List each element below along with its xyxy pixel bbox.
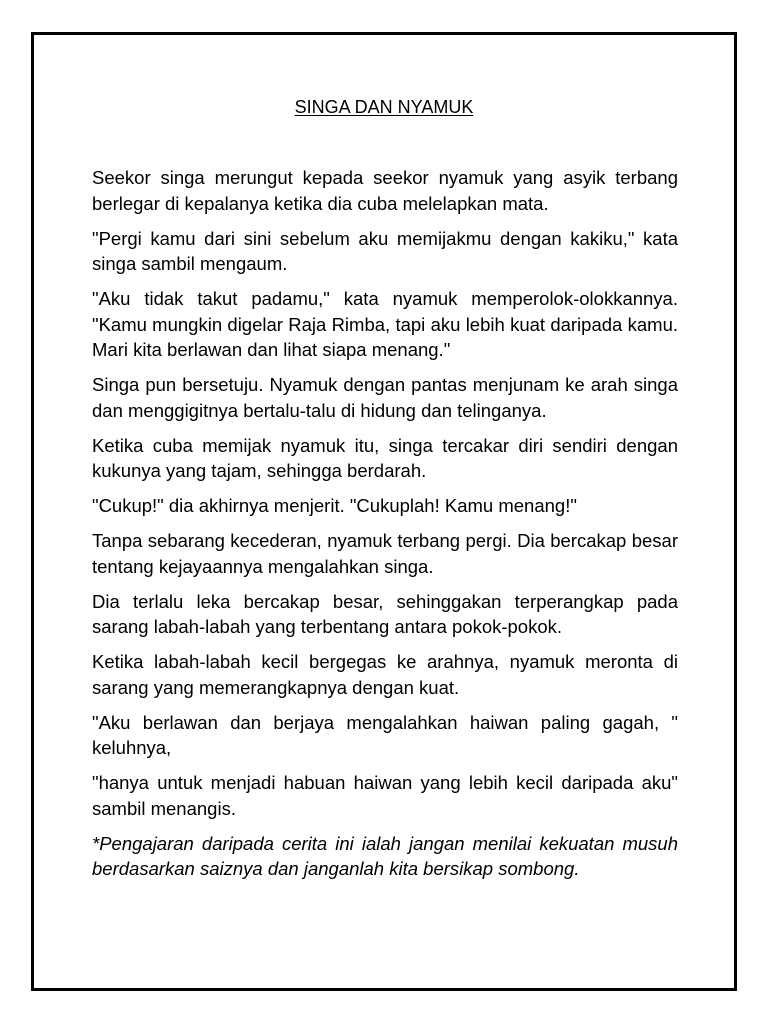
paragraph: "Aku berlawan dan berjaya mengalahkan haiwan paling gagah, " keluhnya,	[92, 711, 678, 758]
paragraph: "Pergi kamu dari sini sebelum aku memijakmu dengan kakiku," kata singa sambil mengaum.	[92, 227, 678, 274]
story-body	[92, 165, 678, 891]
paragraph: "hanya untuk menjadi habuan haiwan yang lebih kecil daripada aku" sambil menangis.	[92, 772, 678, 819]
paragraph: Ketika cuba memijak nyamuk itu, singa tercakar diri sendiri dengan kukunya yang tajam, sehingga berdarah.	[92, 434, 678, 481]
moral-paragraph: *Pengajaran daripada cerita ini ialah jangan menilai kekuatan musuh berdasarkan saiznya dan janganlah kita bersikap sombong.	[92, 832, 678, 879]
story-title: SINGA DAN NYAMUK	[294, 97, 474, 117]
paragraph: Tanpa sebarang kecederan, nyamuk terbang pergi. Dia bercakap besar tentang kejayaannya mengalahkan singa.	[92, 530, 678, 577]
page-border	[31, 32, 737, 991]
paragraph: Seekor singa merungut kepada seekor nyamuk yang asyik terbang berlegar di kepalanya ketika dia cuba melelapkan mata.	[92, 167, 678, 214]
paragraph: Dia terlalu leka bercakap besar, sehinggakan terperangkap pada sarang labah-labah yang terbentang antara pokok-pokok.	[92, 590, 678, 637]
paragraph: "Aku tidak takut padamu," kata nyamuk memperolok-olokkannya. "Kamu mungkin digelar Raja Rimba, tapi aku lebih kuat daripada kamu. Mari kita berlawan dan lihat siapa menang."	[92, 288, 678, 360]
paragraph: "Cukup!" dia akhirnya menjerit. "Cukuplah! Kamu menang!"	[92, 495, 577, 516]
paragraph: Singa pun bersetuju. Nyamuk dengan pantas menjunam ke arah singa dan menggigitnya bertalu-talu di hidung dan telinganya.	[92, 374, 678, 421]
paragraph: Ketika labah-labah kecil bergegas ke arahnya, nyamuk meronta di sarang yang memerangkapnya dengan kuat.	[92, 651, 678, 698]
